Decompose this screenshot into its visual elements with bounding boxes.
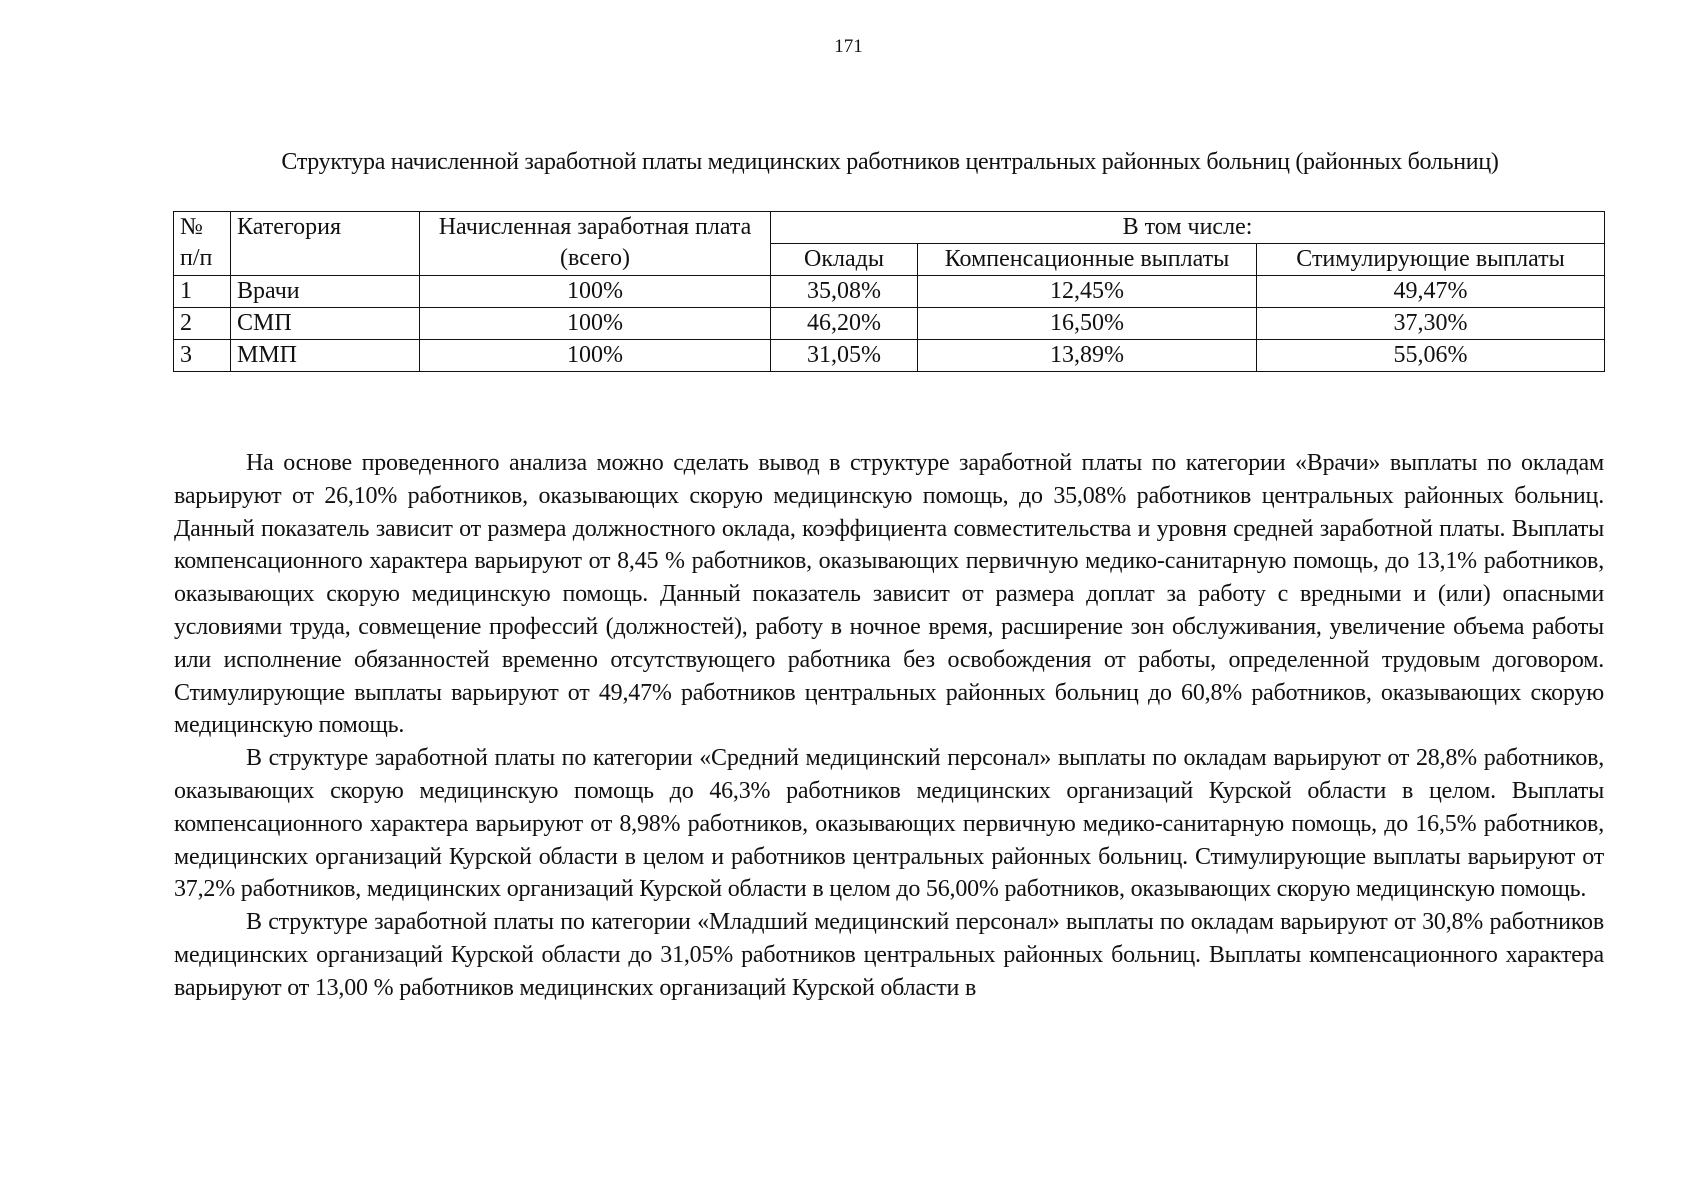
cell-total: 100% — [420, 340, 771, 372]
cell-total: 100% — [420, 276, 771, 308]
table-header-row — [174, 212, 1605, 244]
cell-compensation: 13,89% — [918, 340, 1257, 372]
table-row — [174, 340, 1605, 372]
cell-salaries: 31,05% — [771, 340, 918, 372]
table-title: Структура начисленной заработной платы медицинских работников центральных районных больниц (районных больниц) — [281, 149, 1499, 175]
cell-incentive: 55,06% — [1257, 340, 1605, 372]
body-text — [174, 447, 1604, 1005]
header-category: Категория — [231, 212, 420, 276]
salary-structure-table — [173, 211, 1605, 372]
table-row — [174, 276, 1605, 308]
cell-salaries: 46,20% — [771, 308, 918, 340]
paragraph-doctors: На основе проведенного анализа можно сделать вывод в структуре заработной платы по категории «Врачи» выплаты по окладам варьируют от 26,10% работников, оказывающих скорую медицинскую помощь, до 35,08% работников центральных районных больниц. Данный показатель зависит от размера должностного оклада, коэффициента совместительства и уровня средней заработной платы. Выплаты компенсационного характера варьируют от 8,45 % работников, оказывающих первичную медико-санитарную помощь, до 13,1% работников, оказывающих скорую медицинскую помощь. Данный показатель зависит от размера доплат за работу с вредными и (или) опасными условиями труда, совмещение профессий (должностей), работу в ночное время, расширение зон обслуживания, увеличение объема работы или исполнение обязанностей временно отсутствующего работника без освобождения от работы, определенной трудовым договором. Стимулирующие выплаты варьируют от 49,47% работников центральных районных больниц до 60,8% работников, оказывающих скорую медицинскую помощь. — [174, 450, 1604, 739]
page-number: 171 — [834, 36, 863, 57]
cell-category: ММП — [231, 340, 420, 372]
header-incentive: Стимулирующие выплаты — [1257, 244, 1605, 276]
cell-incentive: 49,47% — [1257, 276, 1605, 308]
cell-num: 1 — [174, 276, 231, 308]
cell-compensation: 12,45% — [918, 276, 1257, 308]
paragraph-junior-staff: В структуре заработной платы по категории «Младший медицинский персонал» выплаты по окладам варьируют от 30,8% работников медицинских организаций Курской области до 31,05% работников центральных районных больниц. Выплаты компенсационного характера варьируют от 13,00 % работников медицинских организаций Курской области в — [174, 909, 1604, 1001]
header-num: № п/п — [174, 212, 231, 276]
cell-total: 100% — [420, 308, 771, 340]
cell-compensation: 16,50% — [918, 308, 1257, 340]
header-including: В том числе: — [771, 212, 1605, 244]
cell-num: 2 — [174, 308, 231, 340]
cell-category: СМП — [231, 308, 420, 340]
cell-salaries: 35,08% — [771, 276, 918, 308]
header-compensation: Компенсационные выплаты — [918, 244, 1257, 276]
cell-incentive: 37,30% — [1257, 308, 1605, 340]
paragraph-nursing-staff: В структуре заработной платы по категории «Средний медицинский персонал» выплаты по окладам варьируют от 28,8% работников, оказывающих скорую медицинскую помощь до 46,3% работников медицинских организаций Курской области в целом. Выплаты компенсационного характера варьируют от 8,98% работников, оказывающих первичную медико-санитарную помощь, до 16,5% работников, медицинских организаций Курской области в целом и работников центральных районных больниц. Стимулирующие выплаты варьируют от 37,2% работников, медицинских организаций Курской области в целом до 56,00% работников, оказывающих скорую медицинскую помощь. — [174, 745, 1604, 903]
table-row — [174, 308, 1605, 340]
cell-category: Врачи — [231, 276, 420, 308]
cell-num: 3 — [174, 340, 231, 372]
header-salaries: Оклады — [771, 244, 918, 276]
header-total: Начисленная заработная плата (всего) — [420, 212, 771, 276]
